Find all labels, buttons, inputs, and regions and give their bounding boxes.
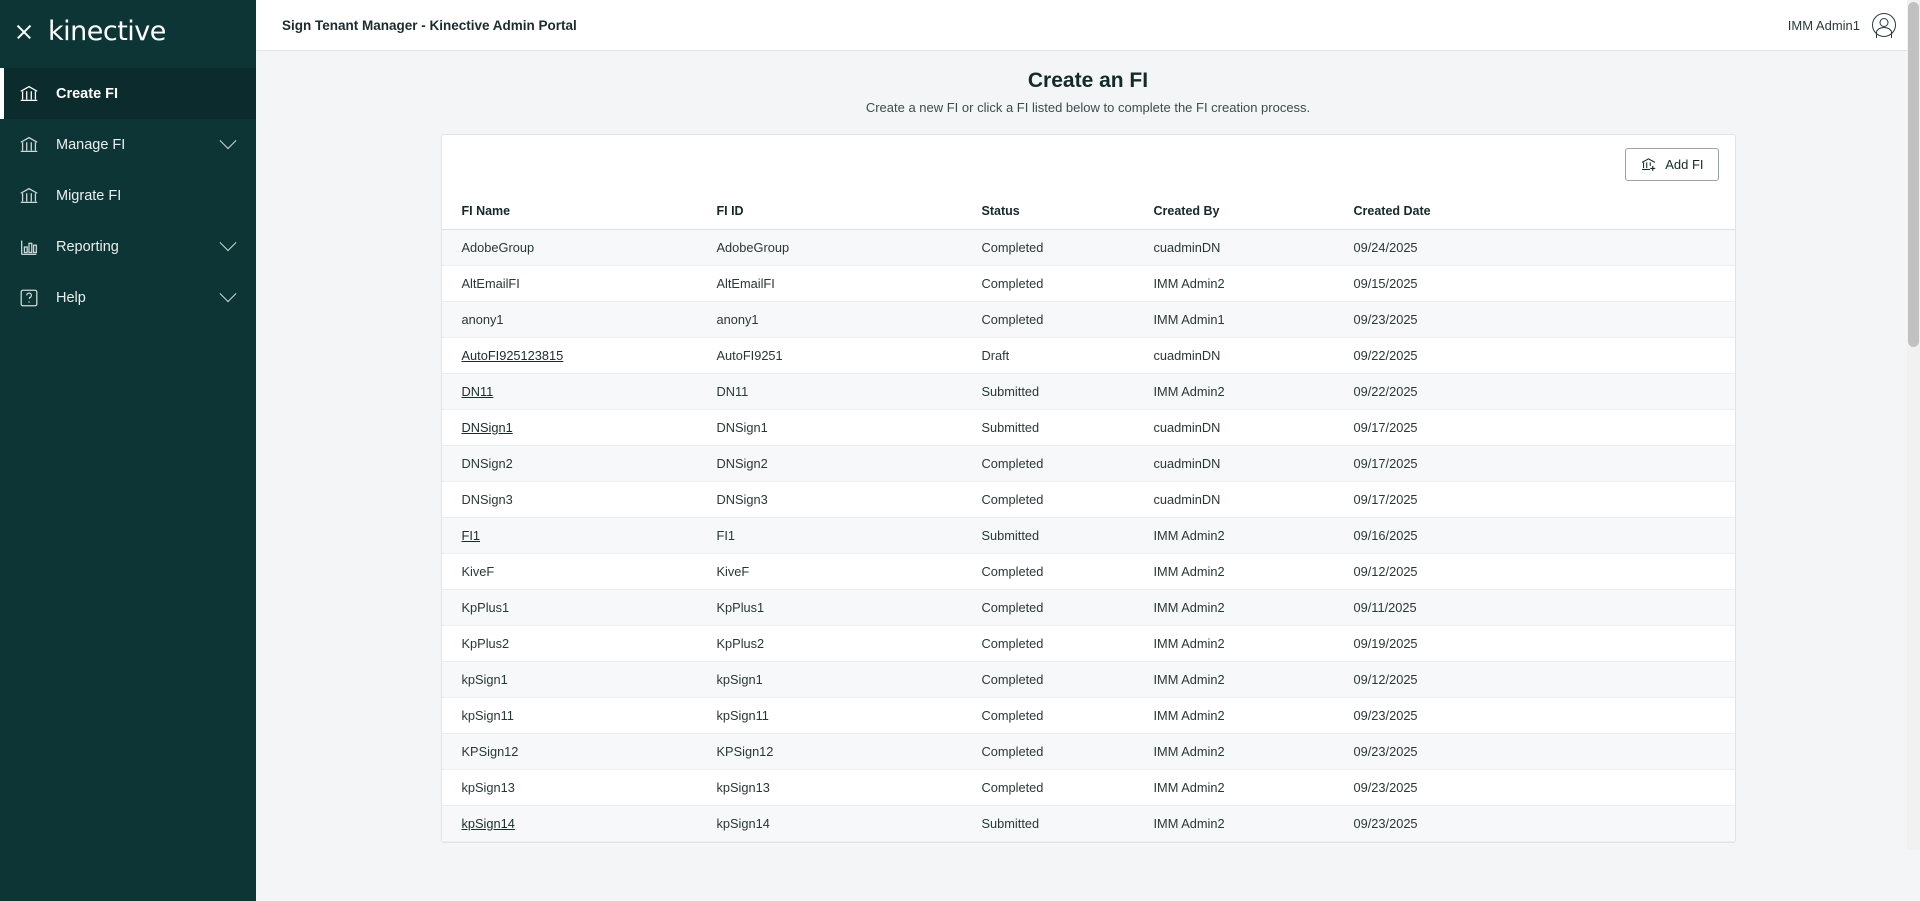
cell-fi-id: kpSign14 bbox=[717, 806, 982, 842]
cell-created-by: IMM Admin2 bbox=[1154, 770, 1354, 806]
cell-status: Completed bbox=[982, 590, 1154, 626]
cell-created-by: IMM Admin2 bbox=[1154, 518, 1354, 554]
cell-fi-name[interactable] bbox=[442, 338, 717, 374]
cell-fi-id: AutoFI9251 bbox=[717, 338, 982, 374]
cell-fi-name: AltEmailFI bbox=[442, 266, 717, 302]
fi-name-link[interactable]: DNSign1 bbox=[461, 420, 513, 435]
cell-created-by: IMM Admin2 bbox=[1154, 698, 1354, 734]
cell-status: Submitted bbox=[982, 806, 1154, 842]
cell-fi-name: kpSign1 bbox=[442, 662, 717, 698]
cell-created-date: 09/23/2025 bbox=[1354, 302, 1735, 338]
column-header-fi-name[interactable]: FI Name bbox=[442, 193, 717, 230]
cell-created-date: 09/23/2025 bbox=[1354, 806, 1735, 842]
cell-fi-id: kpSign11 bbox=[717, 698, 982, 734]
cell-created-by: IMM Admin1 bbox=[1154, 302, 1354, 338]
cell-fi-name: DNSign3 bbox=[442, 482, 717, 518]
content-scroll-area bbox=[256, 51, 1920, 901]
cell-created-by: IMM Admin2 bbox=[1154, 806, 1354, 842]
fi-table-head bbox=[442, 193, 1735, 230]
cell-created-by: IMM Admin2 bbox=[1154, 554, 1354, 590]
cell-fi-name[interactable] bbox=[442, 374, 717, 410]
bank-icon bbox=[18, 185, 40, 207]
column-header-created-date[interactable]: Created Date bbox=[1354, 193, 1735, 230]
cell-status: Completed bbox=[982, 626, 1154, 662]
add-fi-label: Add FI bbox=[1665, 156, 1704, 172]
cell-fi-name: anony1 bbox=[442, 302, 717, 338]
fi-table-card bbox=[441, 134, 1736, 843]
cell-created-date: 09/22/2025 bbox=[1354, 374, 1735, 410]
table-row bbox=[442, 770, 1735, 806]
cell-fi-id: anony1 bbox=[717, 302, 982, 338]
cell-created-date: 09/23/2025 bbox=[1354, 734, 1735, 770]
table-row bbox=[442, 590, 1735, 626]
cell-fi-name: KpPlus1 bbox=[442, 590, 717, 626]
cell-fi-name: kpSign11 bbox=[442, 698, 717, 734]
cell-created-by: IMM Admin2 bbox=[1154, 590, 1354, 626]
cell-created-by: IMM Admin2 bbox=[1154, 734, 1354, 770]
cell-created-by: cuadminDN bbox=[1154, 230, 1354, 266]
table-row bbox=[442, 230, 1735, 266]
cell-fi-id: DNSign3 bbox=[717, 482, 982, 518]
sidebar-item-create-fi[interactable] bbox=[0, 68, 256, 119]
cell-fi-id: DNSign2 bbox=[717, 446, 982, 482]
bank-icon bbox=[18, 134, 40, 156]
sidebar-item-label: Reporting bbox=[56, 238, 119, 255]
cell-status: Submitted bbox=[982, 410, 1154, 446]
cell-created-date: 09/19/2025 bbox=[1354, 626, 1735, 662]
chevron-down-icon[interactable] bbox=[220, 132, 237, 149]
table-row bbox=[442, 446, 1735, 482]
user-name-label: IMM Admin1 bbox=[1787, 17, 1860, 33]
cell-fi-id: KPSign12 bbox=[717, 734, 982, 770]
cell-created-date: 09/23/2025 bbox=[1354, 770, 1735, 806]
table-toolbar bbox=[442, 135, 1735, 193]
cell-status: Completed bbox=[982, 770, 1154, 806]
cell-fi-name: KPSign12 bbox=[442, 734, 717, 770]
page-subtitle: Create a new FI or click a FI listed below to complete the FI creation process. bbox=[865, 100, 1311, 115]
cell-status: Completed bbox=[982, 482, 1154, 518]
cell-fi-name: AdobeGroup bbox=[442, 230, 717, 266]
sidebar-item-label: Help bbox=[56, 289, 86, 306]
cell-status: Completed bbox=[982, 266, 1154, 302]
table-row bbox=[442, 626, 1735, 662]
cell-fi-id: kpSign1 bbox=[717, 662, 982, 698]
sidebar-nav bbox=[0, 68, 256, 323]
cell-fi-id: AdobeGroup bbox=[717, 230, 982, 266]
chart-bar-icon bbox=[18, 236, 40, 258]
table-row bbox=[442, 554, 1735, 590]
chevron-down-icon[interactable] bbox=[220, 285, 237, 302]
sidebar-item-reporting[interactable] bbox=[0, 221, 256, 272]
cell-created-date: 09/15/2025 bbox=[1354, 266, 1735, 302]
cell-fi-name: KiveF bbox=[442, 554, 717, 590]
add-fi-button[interactable] bbox=[1625, 148, 1718, 181]
bank-add-icon bbox=[1640, 156, 1657, 173]
sidebar-item-manage-fi[interactable] bbox=[0, 119, 256, 170]
chevron-down-icon[interactable] bbox=[220, 234, 237, 251]
cell-status: Completed bbox=[982, 698, 1154, 734]
cell-fi-name[interactable] bbox=[442, 806, 717, 842]
table-row bbox=[442, 266, 1735, 302]
cell-fi-name[interactable] bbox=[442, 410, 717, 446]
table-row bbox=[442, 662, 1735, 698]
table-row bbox=[442, 482, 1735, 518]
table-row bbox=[442, 302, 1735, 338]
cell-status: Submitted bbox=[982, 518, 1154, 554]
cell-created-date: 09/12/2025 bbox=[1354, 662, 1735, 698]
table-row bbox=[442, 734, 1735, 770]
cell-created-by: cuadminDN bbox=[1154, 482, 1354, 518]
top-bar-right bbox=[1788, 13, 1896, 37]
table-row bbox=[442, 338, 1735, 374]
brand-logo: kinective bbox=[48, 16, 166, 47]
help-circle-icon bbox=[18, 287, 40, 309]
cell-status: Completed bbox=[982, 302, 1154, 338]
table-row bbox=[442, 374, 1735, 410]
cell-created-by: cuadminDN bbox=[1154, 446, 1354, 482]
cell-fi-id: kpSign13 bbox=[717, 770, 982, 806]
table-row bbox=[442, 698, 1735, 734]
sidebar-item-label: Migrate FI bbox=[56, 187, 122, 204]
cell-created-by: cuadminDN bbox=[1154, 410, 1354, 446]
cell-status: Completed bbox=[982, 230, 1154, 266]
cell-created-date: 09/11/2025 bbox=[1354, 590, 1735, 626]
sidebar-item-label: Create FI bbox=[56, 85, 119, 102]
column-header-created-by[interactable]: Created By bbox=[1154, 193, 1354, 230]
sidebar-header bbox=[0, 0, 256, 63]
table-row bbox=[442, 410, 1735, 446]
cell-created-date: 09/16/2025 bbox=[1354, 518, 1735, 554]
cell-created-date: 09/17/2025 bbox=[1354, 482, 1735, 518]
cell-fi-id: DNSign1 bbox=[717, 410, 982, 446]
table-row bbox=[442, 806, 1735, 842]
cell-created-date: 09/24/2025 bbox=[1354, 230, 1735, 266]
top-bar bbox=[256, 0, 1920, 51]
cell-created-by: cuadminDN bbox=[1154, 338, 1354, 374]
cell-fi-name: kpSign13 bbox=[442, 770, 717, 806]
column-header-status[interactable]: Status bbox=[982, 193, 1154, 230]
cell-fi-id: KpPlus2 bbox=[717, 626, 982, 662]
cell-fi-id: DN11 bbox=[717, 374, 982, 410]
cell-fi-id: AltEmailFI bbox=[717, 266, 982, 302]
cell-created-date: 09/22/2025 bbox=[1354, 338, 1735, 374]
page-header-title: Sign Tenant Manager - Kinective Admin Portal bbox=[282, 17, 577, 33]
cell-fi-id: FI1 bbox=[717, 518, 982, 554]
sidebar-item-help[interactable] bbox=[0, 272, 256, 323]
close-icon[interactable] bbox=[14, 22, 34, 42]
fi-name-link[interactable]: AutoFI925123815 bbox=[461, 348, 564, 363]
fi-name-link[interactable]: DN11 bbox=[461, 384, 494, 399]
cell-fi-name: KpPlus2 bbox=[442, 626, 717, 662]
cell-fi-id: KpPlus1 bbox=[717, 590, 982, 626]
fi-table-body bbox=[442, 230, 1735, 842]
cell-status: Completed bbox=[982, 662, 1154, 698]
cell-status: Draft bbox=[982, 338, 1154, 374]
cell-created-by: IMM Admin2 bbox=[1154, 662, 1354, 698]
cell-created-date: 09/23/2025 bbox=[1354, 698, 1735, 734]
scrollbar-thumb[interactable] bbox=[1908, 2, 1919, 347]
cell-fi-name[interactable] bbox=[442, 518, 717, 554]
cell-status: Completed bbox=[982, 446, 1154, 482]
sidebar bbox=[0, 0, 256, 901]
cell-status: Completed bbox=[982, 554, 1154, 590]
cell-created-by: IMM Admin2 bbox=[1154, 626, 1354, 662]
sidebar-item-migrate-fi[interactable] bbox=[0, 170, 256, 221]
bank-icon bbox=[18, 83, 40, 105]
table-header-row bbox=[442, 193, 1735, 230]
cell-created-date: 09/17/2025 bbox=[1354, 446, 1735, 482]
fi-name-link[interactable]: kpSign14 bbox=[461, 816, 515, 831]
sidebar-item-label: Manage FI bbox=[56, 136, 126, 153]
cell-status: Completed bbox=[982, 734, 1154, 770]
cell-created-by: IMM Admin2 bbox=[1154, 374, 1354, 410]
fi-name-link[interactable]: FI1 bbox=[461, 528, 480, 543]
page-title: Create an FI bbox=[1027, 69, 1149, 92]
cell-fi-name: DNSign2 bbox=[442, 446, 717, 482]
table-row bbox=[442, 518, 1735, 554]
cell-created-by: IMM Admin2 bbox=[1154, 266, 1354, 302]
cell-created-date: 09/12/2025 bbox=[1354, 554, 1735, 590]
user-avatar-icon[interactable] bbox=[1872, 13, 1896, 37]
fi-table bbox=[442, 193, 1735, 842]
main-area bbox=[256, 0, 1920, 901]
cell-fi-id: KiveF bbox=[717, 554, 982, 590]
column-header-fi-id[interactable]: FI ID bbox=[717, 193, 982, 230]
cell-created-date: 09/17/2025 bbox=[1354, 410, 1735, 446]
cell-status: Submitted bbox=[982, 374, 1154, 410]
vertical-scrollbar[interactable] bbox=[1907, 0, 1920, 850]
